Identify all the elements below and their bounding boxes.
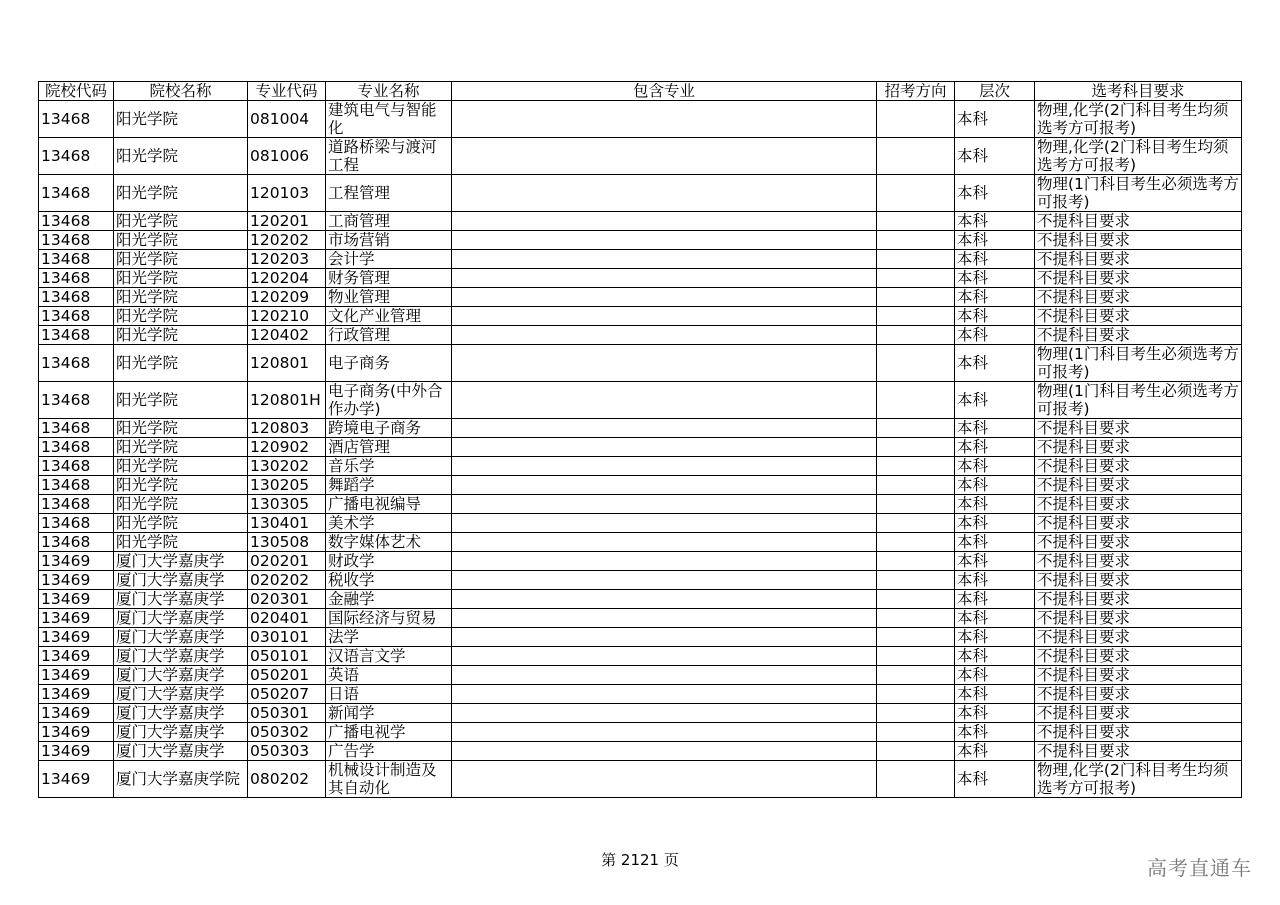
cell-school-code: 13469 — [39, 723, 114, 742]
cell-level: 本科 — [955, 685, 1035, 704]
cell-direction — [877, 101, 955, 138]
cell-major-name: 数字媒体艺术 — [326, 533, 452, 552]
table-row — [39, 704, 1242, 723]
header-direction: 招考方向 — [877, 82, 955, 101]
cell-major-code: 130508 — [248, 533, 326, 552]
cell-school-code: 13469 — [39, 571, 114, 590]
cell-direction — [877, 590, 955, 609]
header-level: 层次 — [955, 82, 1035, 101]
table-row — [39, 590, 1242, 609]
cell-included-majors — [452, 533, 877, 552]
cell-school-name: 阳光学院 — [114, 533, 248, 552]
cell-direction — [877, 326, 955, 345]
cell-school-name: 阳光学院 — [114, 382, 248, 419]
cell-included-majors — [452, 438, 877, 457]
cell-included-majors — [452, 345, 877, 382]
cell-subject-requirement: 不提科目要求 — [1035, 419, 1242, 438]
cell-direction — [877, 704, 955, 723]
cell-major-code: 020202 — [248, 571, 326, 590]
cell-level: 本科 — [955, 231, 1035, 250]
cell-included-majors — [452, 628, 877, 647]
cell-major-code: 130401 — [248, 514, 326, 533]
cell-level: 本科 — [955, 552, 1035, 571]
cell-major-name: 音乐学 — [326, 457, 452, 476]
cell-included-majors — [452, 212, 877, 231]
table-row — [39, 723, 1242, 742]
cell-included-majors — [452, 476, 877, 495]
admission-table — [38, 81, 1242, 798]
cell-major-name: 财务管理 — [326, 269, 452, 288]
table-row — [39, 476, 1242, 495]
cell-subject-requirement: 不提科目要求 — [1035, 476, 1242, 495]
table-row — [39, 307, 1242, 326]
cell-major-name: 跨境电子商务 — [326, 419, 452, 438]
cell-level: 本科 — [955, 476, 1035, 495]
cell-school-name: 厦门大学嘉庚学 — [114, 742, 248, 761]
cell-school-name: 阳光学院 — [114, 476, 248, 495]
cell-included-majors — [452, 175, 877, 212]
cell-included-majors — [452, 101, 877, 138]
cell-school-code: 13469 — [39, 666, 114, 685]
table-row — [39, 326, 1242, 345]
cell-school-code: 13468 — [39, 345, 114, 382]
cell-school-name: 厦门大学嘉庚学 — [114, 571, 248, 590]
cell-direction — [877, 609, 955, 628]
cell-school-name: 阳光学院 — [114, 101, 248, 138]
cell-level: 本科 — [955, 533, 1035, 552]
cell-subject-requirement: 不提科目要求 — [1035, 666, 1242, 685]
table-row — [39, 175, 1242, 212]
cell-level: 本科 — [955, 514, 1035, 533]
cell-school-code: 13468 — [39, 382, 114, 419]
cell-level: 本科 — [955, 345, 1035, 382]
cell-major-code: 050101 — [248, 647, 326, 666]
table-row — [39, 514, 1242, 533]
cell-included-majors — [452, 609, 877, 628]
cell-school-name: 阳光学院 — [114, 269, 248, 288]
table-row — [39, 761, 1242, 798]
cell-subject-requirement: 不提科目要求 — [1035, 514, 1242, 533]
cell-school-name: 阳光学院 — [114, 250, 248, 269]
table-row — [39, 571, 1242, 590]
header-major-name: 专业名称 — [326, 82, 452, 101]
cell-major-code: 120103 — [248, 175, 326, 212]
table-row — [39, 438, 1242, 457]
cell-level: 本科 — [955, 742, 1035, 761]
cell-direction — [877, 231, 955, 250]
cell-subject-requirement: 不提科目要求 — [1035, 438, 1242, 457]
header-included-majors: 包含专业 — [452, 82, 877, 101]
cell-subject-requirement: 不提科目要求 — [1035, 288, 1242, 307]
cell-direction — [877, 175, 955, 212]
table-row — [39, 666, 1242, 685]
cell-major-code: 130202 — [248, 457, 326, 476]
cell-included-majors — [452, 742, 877, 761]
table-row — [39, 419, 1242, 438]
cell-school-name: 厦门大学嘉庚学 — [114, 723, 248, 742]
cell-subject-requirement: 不提科目要求 — [1035, 307, 1242, 326]
cell-major-code: 020401 — [248, 609, 326, 628]
cell-major-name: 财政学 — [326, 552, 452, 571]
cell-subject-requirement: 不提科目要求 — [1035, 704, 1242, 723]
cell-major-name: 法学 — [326, 628, 452, 647]
cell-included-majors — [452, 307, 877, 326]
cell-major-code: 120801H — [248, 382, 326, 419]
cell-direction — [877, 571, 955, 590]
cell-level: 本科 — [955, 307, 1035, 326]
watermark: 高考直通车 — [1147, 856, 1252, 880]
cell-subject-requirement: 不提科目要求 — [1035, 723, 1242, 742]
cell-subject-requirement: 不提科目要求 — [1035, 269, 1242, 288]
cell-school-name: 厦门大学嘉庚学 — [114, 552, 248, 571]
cell-major-code: 120402 — [248, 326, 326, 345]
cell-school-name: 厦门大学嘉庚学 — [114, 628, 248, 647]
cell-major-name: 工商管理 — [326, 212, 452, 231]
cell-level: 本科 — [955, 457, 1035, 476]
cell-school-code: 13468 — [39, 250, 114, 269]
cell-direction — [877, 269, 955, 288]
cell-subject-requirement: 不提科目要求 — [1035, 552, 1242, 571]
table-row — [39, 742, 1242, 761]
cell-included-majors — [452, 647, 877, 666]
cell-included-majors — [452, 495, 877, 514]
cell-level: 本科 — [955, 761, 1035, 798]
cell-subject-requirement: 物理(1门科目考生必须选考方可报考) — [1035, 175, 1242, 212]
cell-major-code: 081006 — [248, 138, 326, 175]
cell-included-majors — [452, 288, 877, 307]
cell-major-code: 020201 — [248, 552, 326, 571]
table-row — [39, 212, 1242, 231]
cell-school-code: 13468 — [39, 533, 114, 552]
cell-major-name: 道路桥梁与渡河工程 — [326, 138, 452, 175]
cell-included-majors — [452, 231, 877, 250]
cell-included-majors — [452, 590, 877, 609]
cell-major-name: 英语 — [326, 666, 452, 685]
cell-major-name: 金融学 — [326, 590, 452, 609]
cell-school-name: 厦门大学嘉庚学 — [114, 704, 248, 723]
cell-major-code: 120902 — [248, 438, 326, 457]
table-row — [39, 457, 1242, 476]
cell-subject-requirement: 不提科目要求 — [1035, 647, 1242, 666]
cell-major-code: 130205 — [248, 476, 326, 495]
table-row — [39, 382, 1242, 419]
cell-major-code: 050302 — [248, 723, 326, 742]
cell-direction — [877, 382, 955, 419]
cell-school-name: 厦门大学嘉庚学 — [114, 666, 248, 685]
cell-school-code: 13469 — [39, 685, 114, 704]
cell-school-name: 阳光学院 — [114, 212, 248, 231]
cell-school-code: 13468 — [39, 231, 114, 250]
cell-major-code: 020301 — [248, 590, 326, 609]
cell-included-majors — [452, 552, 877, 571]
table-row — [39, 101, 1242, 138]
cell-school-code: 13468 — [39, 307, 114, 326]
table-row — [39, 250, 1242, 269]
cell-major-code: 130305 — [248, 495, 326, 514]
cell-major-name: 电子商务 — [326, 345, 452, 382]
cell-subject-requirement: 物理,化学(2门科目考生均须选考方可报考) — [1035, 761, 1242, 798]
cell-included-majors — [452, 514, 877, 533]
cell-direction — [877, 552, 955, 571]
cell-level: 本科 — [955, 382, 1035, 419]
cell-subject-requirement: 不提科目要求 — [1035, 212, 1242, 231]
cell-subject-requirement: 不提科目要求 — [1035, 571, 1242, 590]
cell-school-name: 阳光学院 — [114, 419, 248, 438]
cell-major-code: 050207 — [248, 685, 326, 704]
cell-school-name: 阳光学院 — [114, 457, 248, 476]
cell-major-name: 物业管理 — [326, 288, 452, 307]
cell-major-code: 050201 — [248, 666, 326, 685]
cell-subject-requirement: 不提科目要求 — [1035, 609, 1242, 628]
cell-included-majors — [452, 419, 877, 438]
cell-included-majors — [452, 723, 877, 742]
header-school-name: 院校名称 — [114, 82, 248, 101]
cell-level: 本科 — [955, 590, 1035, 609]
cell-major-name: 建筑电气与智能化 — [326, 101, 452, 138]
cell-direction — [877, 495, 955, 514]
cell-included-majors — [452, 457, 877, 476]
cell-school-name: 阳光学院 — [114, 288, 248, 307]
cell-major-name: 税收学 — [326, 571, 452, 590]
cell-direction — [877, 628, 955, 647]
cell-school-code: 13468 — [39, 476, 114, 495]
cell-major-name: 美术学 — [326, 514, 452, 533]
cell-school-code: 13468 — [39, 514, 114, 533]
cell-direction — [877, 666, 955, 685]
cell-major-code: 050303 — [248, 742, 326, 761]
cell-major-code: 081004 — [248, 101, 326, 138]
cell-subject-requirement: 不提科目要求 — [1035, 590, 1242, 609]
cell-subject-requirement: 不提科目要求 — [1035, 533, 1242, 552]
table-row — [39, 231, 1242, 250]
cell-major-name: 会计学 — [326, 250, 452, 269]
cell-direction — [877, 212, 955, 231]
cell-direction — [877, 288, 955, 307]
cell-level: 本科 — [955, 666, 1035, 685]
cell-major-code: 120209 — [248, 288, 326, 307]
cell-school-name: 阳光学院 — [114, 231, 248, 250]
table-row — [39, 269, 1242, 288]
table-row — [39, 345, 1242, 382]
cell-major-code: 120204 — [248, 269, 326, 288]
cell-major-name: 机械设计制造及其自动化 — [326, 761, 452, 798]
cell-subject-requirement: 不提科目要求 — [1035, 250, 1242, 269]
cell-school-name: 阳光学院 — [114, 175, 248, 212]
cell-major-name: 酒店管理 — [326, 438, 452, 457]
cell-direction — [877, 307, 955, 326]
cell-major-name: 市场营销 — [326, 231, 452, 250]
cell-major-code: 080202 — [248, 761, 326, 798]
cell-major-code: 120801 — [248, 345, 326, 382]
cell-school-name: 阳光学院 — [114, 345, 248, 382]
cell-included-majors — [452, 704, 877, 723]
cell-level: 本科 — [955, 647, 1035, 666]
cell-direction — [877, 533, 955, 552]
cell-level: 本科 — [955, 628, 1035, 647]
header-row — [39, 82, 1242, 101]
cell-school-name: 阳光学院 — [114, 307, 248, 326]
cell-school-code: 13468 — [39, 419, 114, 438]
cell-subject-requirement: 不提科目要求 — [1035, 457, 1242, 476]
cell-major-name: 文化产业管理 — [326, 307, 452, 326]
cell-direction — [877, 647, 955, 666]
cell-included-majors — [452, 685, 877, 704]
cell-school-name: 厦门大学嘉庚学 — [114, 590, 248, 609]
cell-subject-requirement: 不提科目要求 — [1035, 685, 1242, 704]
cell-included-majors — [452, 666, 877, 685]
cell-major-code: 120202 — [248, 231, 326, 250]
cell-direction — [877, 723, 955, 742]
cell-school-code: 13469 — [39, 628, 114, 647]
table-row — [39, 495, 1242, 514]
cell-subject-requirement: 物理,化学(2门科目考生均须选考方可报考) — [1035, 101, 1242, 138]
cell-subject-requirement: 不提科目要求 — [1035, 231, 1242, 250]
cell-school-code: 13469 — [39, 704, 114, 723]
table-body — [39, 101, 1242, 798]
cell-included-majors — [452, 326, 877, 345]
cell-major-code: 120210 — [248, 307, 326, 326]
cell-school-code: 13468 — [39, 212, 114, 231]
cell-school-code: 13469 — [39, 761, 114, 798]
cell-subject-requirement: 物理,化学(2门科目考生均须选考方可报考) — [1035, 138, 1242, 175]
cell-level: 本科 — [955, 212, 1035, 231]
cell-direction — [877, 685, 955, 704]
header-subject-requirement: 选考科目要求 — [1035, 82, 1242, 101]
cell-subject-requirement: 物理(1门科目考生必须选考方可报考) — [1035, 345, 1242, 382]
cell-direction — [877, 514, 955, 533]
cell-major-code: 120803 — [248, 419, 326, 438]
cell-included-majors — [452, 250, 877, 269]
cell-level: 本科 — [955, 250, 1035, 269]
cell-school-code: 13468 — [39, 269, 114, 288]
cell-school-name: 阳光学院 — [114, 326, 248, 345]
table-row — [39, 685, 1242, 704]
cell-school-name: 厦门大学嘉庚学院 — [114, 761, 248, 798]
cell-school-name: 厦门大学嘉庚学 — [114, 609, 248, 628]
header-school-code: 院校代码 — [39, 82, 114, 101]
cell-major-name: 行政管理 — [326, 326, 452, 345]
cell-major-code: 050301 — [248, 704, 326, 723]
cell-direction — [877, 761, 955, 798]
cell-level: 本科 — [955, 269, 1035, 288]
cell-school-name: 阳光学院 — [114, 495, 248, 514]
cell-school-code: 13468 — [39, 495, 114, 514]
cell-level: 本科 — [955, 419, 1035, 438]
cell-major-name: 广播电视编导 — [326, 495, 452, 514]
cell-subject-requirement: 不提科目要求 — [1035, 628, 1242, 647]
cell-level: 本科 — [955, 101, 1035, 138]
cell-school-code: 13468 — [39, 101, 114, 138]
cell-school-code: 13468 — [39, 138, 114, 175]
cell-level: 本科 — [955, 438, 1035, 457]
cell-major-code: 120201 — [248, 212, 326, 231]
cell-school-code: 13469 — [39, 647, 114, 666]
cell-school-name: 厦门大学嘉庚学 — [114, 647, 248, 666]
cell-included-majors — [452, 761, 877, 798]
cell-level: 本科 — [955, 288, 1035, 307]
cell-school-code: 13468 — [39, 438, 114, 457]
cell-included-majors — [452, 571, 877, 590]
cell-school-name: 阳光学院 — [114, 438, 248, 457]
cell-level: 本科 — [955, 326, 1035, 345]
cell-major-name: 工程管理 — [326, 175, 452, 212]
cell-major-name: 新闻学 — [326, 704, 452, 723]
table-row — [39, 628, 1242, 647]
cell-level: 本科 — [955, 723, 1035, 742]
header-major-code: 专业代码 — [248, 82, 326, 101]
cell-included-majors — [452, 138, 877, 175]
cell-direction — [877, 345, 955, 382]
cell-direction — [877, 438, 955, 457]
cell-level: 本科 — [955, 571, 1035, 590]
page-number: 第 2121 页 — [601, 851, 679, 869]
cell-included-majors — [452, 382, 877, 419]
cell-direction — [877, 457, 955, 476]
cell-school-name: 阳光学院 — [114, 514, 248, 533]
cell-major-name: 广告学 — [326, 742, 452, 761]
cell-subject-requirement: 物理(1门科目考生必须选考方可报考) — [1035, 382, 1242, 419]
cell-school-name: 阳光学院 — [114, 138, 248, 175]
cell-level: 本科 — [955, 495, 1035, 514]
table-row — [39, 552, 1242, 571]
table-row — [39, 533, 1242, 552]
cell-included-majors — [452, 269, 877, 288]
cell-major-name: 舞蹈学 — [326, 476, 452, 495]
cell-direction — [877, 742, 955, 761]
cell-major-code: 030101 — [248, 628, 326, 647]
cell-school-code: 13468 — [39, 288, 114, 307]
cell-level: 本科 — [955, 138, 1035, 175]
cell-school-code: 13468 — [39, 326, 114, 345]
cell-school-code: 13469 — [39, 590, 114, 609]
cell-direction — [877, 138, 955, 175]
cell-level: 本科 — [955, 175, 1035, 212]
cell-school-name: 厦门大学嘉庚学 — [114, 685, 248, 704]
cell-school-code: 13469 — [39, 609, 114, 628]
cell-major-name: 汉语言文学 — [326, 647, 452, 666]
cell-level: 本科 — [955, 609, 1035, 628]
cell-major-code: 120203 — [248, 250, 326, 269]
cell-subject-requirement: 不提科目要求 — [1035, 326, 1242, 345]
cell-major-name: 广播电视学 — [326, 723, 452, 742]
cell-direction — [877, 476, 955, 495]
table-row — [39, 138, 1242, 175]
cell-level: 本科 — [955, 704, 1035, 723]
table-row — [39, 288, 1242, 307]
cell-subject-requirement: 不提科目要求 — [1035, 495, 1242, 514]
cell-direction — [877, 250, 955, 269]
cell-school-code: 13468 — [39, 457, 114, 476]
cell-major-name: 电子商务(中外合作办学) — [326, 382, 452, 419]
table-row — [39, 609, 1242, 628]
cell-subject-requirement: 不提科目要求 — [1035, 742, 1242, 761]
cell-school-code: 13469 — [39, 552, 114, 571]
cell-school-code: 13469 — [39, 742, 114, 761]
cell-school-code: 13468 — [39, 175, 114, 212]
cell-major-name: 日语 — [326, 685, 452, 704]
cell-direction — [877, 419, 955, 438]
table-row — [39, 647, 1242, 666]
cell-major-name: 国际经济与贸易 — [326, 609, 452, 628]
